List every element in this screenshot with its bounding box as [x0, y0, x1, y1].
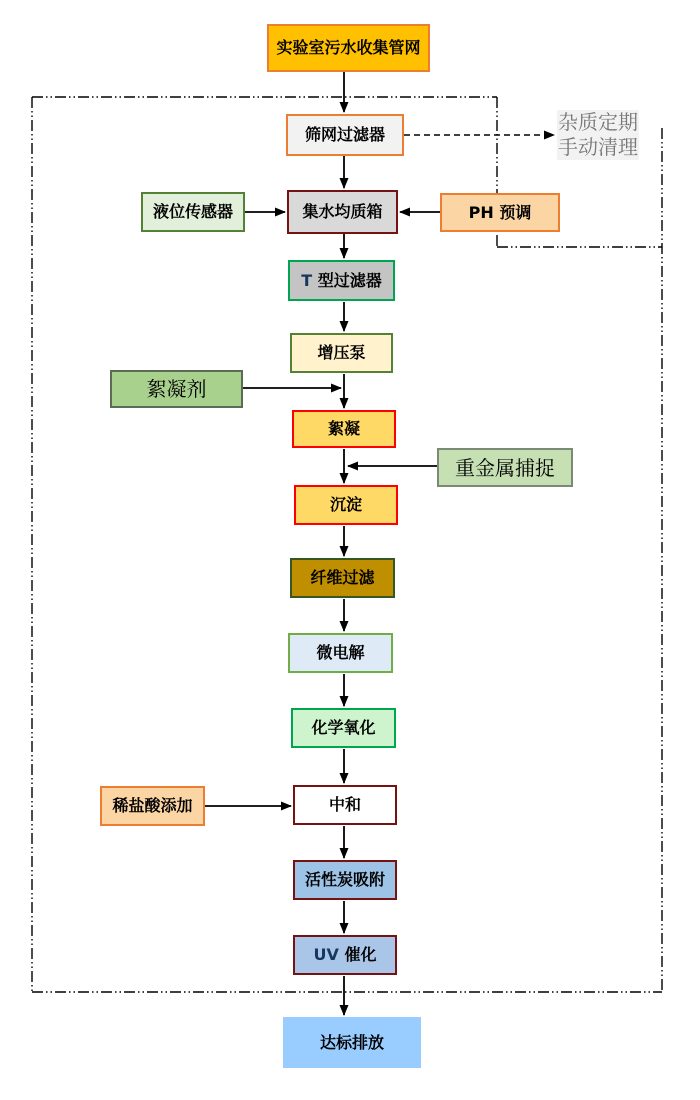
node-flocculation-label: 絮凝	[327, 419, 360, 439]
node-flocculant-label: 絮凝剂	[146, 377, 207, 401]
node-t-filter	[288, 260, 395, 301]
node-micro-electrolysis-label: 微电解	[316, 643, 365, 663]
node-activated-carbon-label: 活性炭吸附	[304, 870, 385, 890]
node-dilute-acid	[100, 786, 205, 826]
node-heavy-metal-capture-label: 重金属捕捉	[455, 455, 555, 480]
node-ph-preadjust	[440, 193, 560, 232]
node-flocculant	[110, 370, 243, 408]
node-chemical-oxidation	[291, 708, 396, 748]
node-collection	[267, 24, 430, 72]
node-chemical-oxidation-label: 化学氧化	[311, 718, 376, 738]
node-uv-catalysis	[293, 935, 397, 975]
node-fiber-filter-label: 纤维过滤	[310, 568, 375, 588]
node-activated-carbon	[293, 860, 397, 900]
node-t-filter-suffix: 型过滤器	[312, 270, 382, 290]
node-equalization-tank-label: 集水均质箱	[302, 202, 383, 222]
node-neutralization-label: 中和	[328, 795, 361, 815]
node-screen-filter-label: 筛网过滤器	[304, 125, 385, 145]
node-equalization-tank	[287, 190, 398, 234]
debris-note-line2: 手动清理	[558, 135, 638, 159]
node-collection-label: 实验室污水收集管网	[276, 38, 421, 58]
node-booster-pump-label: 增压泵	[317, 343, 366, 363]
node-neutralization	[293, 785, 397, 825]
node-t-filter-prefix: T	[301, 270, 313, 290]
node-dilute-acid-label: 稀盐酸添加	[112, 796, 193, 816]
node-fiber-filter	[290, 558, 395, 598]
node-level-sensor-label: 液位传感器	[152, 202, 233, 222]
node-flocculation	[292, 410, 396, 448]
node-ph-preadjust-label: PH 预调	[468, 202, 532, 222]
node-screen-filter	[286, 114, 404, 156]
node-uv-catalysis-prefix: UV	[313, 945, 339, 965]
debris-cleaning-note	[557, 110, 667, 160]
node-booster-pump	[290, 333, 393, 373]
node-sedimentation-label: 沉淀	[329, 495, 362, 515]
node-discharge-label: 达标排放	[319, 1032, 384, 1052]
node-sedimentation	[294, 485, 398, 525]
node-discharge	[283, 1017, 421, 1068]
node-heavy-metal-capture	[437, 448, 573, 487]
node-micro-electrolysis	[288, 633, 393, 673]
node-level-sensor	[141, 192, 245, 232]
node-uv-catalysis-suffix: 催化	[338, 945, 377, 965]
debris-note-line1: 杂质定期	[558, 110, 638, 134]
